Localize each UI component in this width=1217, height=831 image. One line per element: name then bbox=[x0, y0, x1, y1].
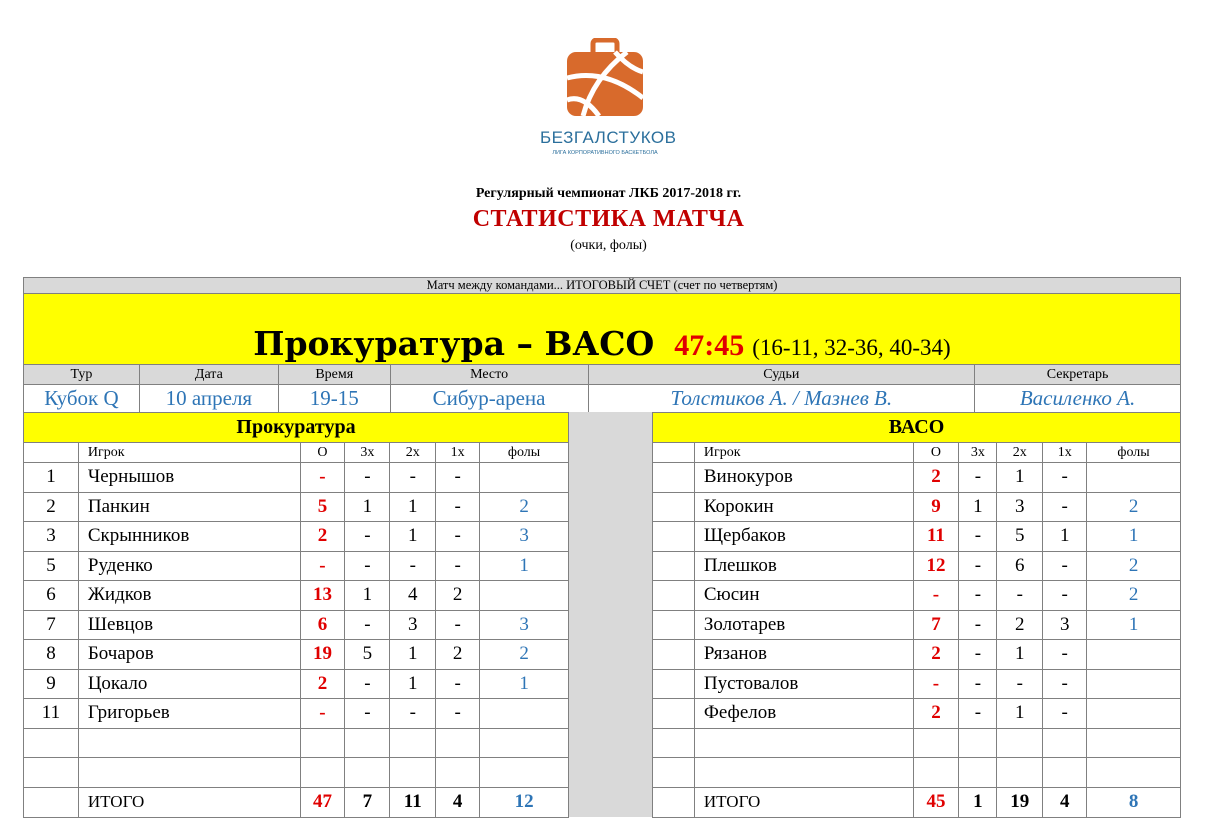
col-fouls: фолы bbox=[1087, 443, 1181, 463]
player-number: 5 bbox=[24, 551, 79, 581]
player-name: Руденко bbox=[78, 551, 300, 581]
player-fouls bbox=[480, 581, 569, 611]
player-row bbox=[24, 728, 569, 758]
player-one: - bbox=[1043, 492, 1087, 522]
logo-tagline: ЛИГА КОРПОРАТИВНОГО БАСКЕТБОЛА bbox=[552, 150, 658, 156]
player-three: - bbox=[345, 610, 390, 640]
player-one bbox=[436, 728, 480, 758]
player-three: 5 bbox=[345, 640, 390, 670]
player-one: - bbox=[436, 463, 480, 493]
col-two: 2х bbox=[390, 443, 436, 463]
total-number bbox=[24, 787, 79, 817]
player-row bbox=[653, 758, 1181, 788]
player-fouls bbox=[1087, 669, 1181, 699]
player-name: Щербаков bbox=[694, 522, 913, 552]
player-row bbox=[653, 522, 1181, 552]
player-row bbox=[653, 581, 1181, 611]
player-fouls: 2 bbox=[1087, 581, 1181, 611]
player-name: Цокало bbox=[78, 669, 300, 699]
player-number: 9 bbox=[24, 669, 79, 699]
player-points: 2 bbox=[913, 640, 959, 670]
player-points: 13 bbox=[300, 581, 345, 611]
player-name: Золотарев bbox=[694, 610, 913, 640]
col-points: О bbox=[913, 443, 959, 463]
player-one: - bbox=[436, 610, 480, 640]
league-logo bbox=[540, 36, 677, 166]
player-fouls: 1 bbox=[480, 551, 569, 581]
player-two: 1 bbox=[390, 669, 436, 699]
player-two: 5 bbox=[997, 522, 1043, 552]
player-points: 7 bbox=[913, 610, 959, 640]
player-points: 9 bbox=[913, 492, 959, 522]
total-one: 4 bbox=[1043, 787, 1087, 817]
total-number bbox=[653, 787, 695, 817]
value-venue: Сибур-арена bbox=[390, 385, 588, 413]
player-two bbox=[390, 728, 436, 758]
player-row bbox=[653, 699, 1181, 729]
total-one: 4 bbox=[436, 787, 480, 817]
player-one: - bbox=[1043, 669, 1087, 699]
player-three: - bbox=[959, 522, 997, 552]
player-two: 4 bbox=[390, 581, 436, 611]
team-right-stats bbox=[652, 412, 1181, 818]
total-points: 47 bbox=[300, 787, 345, 817]
player-one: - bbox=[1043, 640, 1087, 670]
player-three: - bbox=[345, 522, 390, 552]
player-two: 3 bbox=[390, 610, 436, 640]
player-points: 2 bbox=[913, 699, 959, 729]
match-result-banner bbox=[23, 294, 1181, 364]
player-name: Жидков bbox=[78, 581, 300, 611]
col-two: 2х bbox=[997, 443, 1043, 463]
player-name: Фефелов bbox=[694, 699, 913, 729]
match-info-bar: Матч между командами... ИТОГОВЫЙ СЧЕТ (счет по четвертям) bbox=[23, 277, 1181, 294]
player-number: 6 bbox=[24, 581, 79, 611]
player-fouls: 3 bbox=[480, 522, 569, 552]
player-one: - bbox=[1043, 463, 1087, 493]
player-one: 3 bbox=[1043, 610, 1087, 640]
header-time: Время bbox=[278, 365, 390, 385]
player-fouls bbox=[480, 463, 569, 493]
player-points: - bbox=[913, 581, 959, 611]
player-two: 2 bbox=[997, 610, 1043, 640]
player-number: 11 bbox=[24, 699, 79, 729]
player-one bbox=[1043, 728, 1087, 758]
total-two: 11 bbox=[390, 787, 436, 817]
match-headline bbox=[24, 324, 1180, 363]
player-fouls: 2 bbox=[480, 640, 569, 670]
player-fouls bbox=[480, 728, 569, 758]
player-three: - bbox=[959, 581, 997, 611]
player-name: Чернышов bbox=[78, 463, 300, 493]
player-name: Корокин bbox=[694, 492, 913, 522]
player-number bbox=[653, 640, 695, 670]
player-name: Рязанов bbox=[694, 640, 913, 670]
player-two: - bbox=[390, 551, 436, 581]
player-one: 2 bbox=[436, 581, 480, 611]
player-row bbox=[653, 669, 1181, 699]
player-row bbox=[653, 551, 1181, 581]
player-row bbox=[653, 640, 1181, 670]
total-fouls: 8 bbox=[1087, 787, 1181, 817]
player-fouls bbox=[1087, 699, 1181, 729]
player-three: - bbox=[959, 463, 997, 493]
player-two: - bbox=[997, 669, 1043, 699]
player-name: Бочаров bbox=[78, 640, 300, 670]
col-number bbox=[653, 443, 695, 463]
title-note: (очки, фолы) bbox=[570, 238, 647, 253]
player-points: - bbox=[300, 699, 345, 729]
player-three bbox=[959, 728, 997, 758]
championship-title: Регулярный чемпионат ЛКБ 2017-2018 гг. bbox=[475, 186, 742, 201]
player-fouls bbox=[1087, 728, 1181, 758]
total-two: 19 bbox=[997, 787, 1043, 817]
player-one: - bbox=[1043, 581, 1087, 611]
player-one: 2 bbox=[436, 640, 480, 670]
player-three: - bbox=[959, 699, 997, 729]
player-row bbox=[24, 463, 569, 493]
player-three bbox=[345, 758, 390, 788]
player-points: 2 bbox=[300, 522, 345, 552]
page-title: СТАТИСТИКА МАТЧА bbox=[472, 206, 745, 232]
player-fouls: 1 bbox=[1087, 522, 1181, 552]
table-divider bbox=[569, 412, 652, 817]
value-date: 10 апреля bbox=[139, 385, 278, 413]
total-three: 1 bbox=[959, 787, 997, 817]
player-one bbox=[1043, 758, 1087, 788]
player-two: - bbox=[997, 581, 1043, 611]
player-name: Шевцов bbox=[78, 610, 300, 640]
player-number bbox=[653, 699, 695, 729]
total-label: ИТОГО bbox=[694, 787, 913, 817]
player-fouls: 2 bbox=[1087, 551, 1181, 581]
player-name: Скрынников bbox=[78, 522, 300, 552]
player-points bbox=[300, 758, 345, 788]
player-points: 2 bbox=[913, 463, 959, 493]
player-points: - bbox=[300, 463, 345, 493]
value-round: Кубок Q bbox=[24, 385, 140, 413]
player-three bbox=[959, 758, 997, 788]
match-teams: Прокуратура – ВАСО bbox=[253, 324, 655, 363]
player-fouls: 3 bbox=[480, 610, 569, 640]
player-number bbox=[653, 551, 695, 581]
col-player: Игрок bbox=[694, 443, 913, 463]
player-name: Сюсин bbox=[694, 581, 913, 611]
col-fouls: фолы bbox=[480, 443, 569, 463]
player-name: Пустовалов bbox=[694, 669, 913, 699]
header-date: Дата bbox=[139, 365, 278, 385]
player-points: 6 bbox=[300, 610, 345, 640]
header-referees: Судьи bbox=[588, 365, 975, 385]
player-fouls: 2 bbox=[1087, 492, 1181, 522]
player-one: - bbox=[436, 492, 480, 522]
player-three: - bbox=[345, 463, 390, 493]
player-fouls: 2 bbox=[480, 492, 569, 522]
player-two bbox=[997, 728, 1043, 758]
player-row bbox=[24, 669, 569, 699]
team-left-stats bbox=[23, 412, 569, 818]
player-fouls: 1 bbox=[1087, 610, 1181, 640]
player-name: Григорьев bbox=[78, 699, 300, 729]
player-one: - bbox=[436, 522, 480, 552]
player-three: - bbox=[959, 640, 997, 670]
player-name bbox=[694, 758, 913, 788]
player-fouls: 1 bbox=[480, 669, 569, 699]
player-two: 3 bbox=[997, 492, 1043, 522]
player-one: - bbox=[1043, 551, 1087, 581]
player-number bbox=[24, 728, 79, 758]
col-points: О bbox=[300, 443, 345, 463]
total-fouls: 12 bbox=[480, 787, 569, 817]
player-points: - bbox=[300, 551, 345, 581]
player-two: - bbox=[390, 463, 436, 493]
player-points: 11 bbox=[913, 522, 959, 552]
final-score: 47:45 bbox=[674, 329, 745, 362]
header-round: Тур bbox=[24, 365, 140, 385]
player-two: 1 bbox=[997, 640, 1043, 670]
player-one: - bbox=[436, 669, 480, 699]
value-secretary: Василенко А. bbox=[975, 385, 1181, 413]
player-name bbox=[694, 728, 913, 758]
player-row bbox=[653, 728, 1181, 758]
player-one: 1 bbox=[1043, 522, 1087, 552]
player-three: - bbox=[959, 669, 997, 699]
player-two: 1 bbox=[390, 522, 436, 552]
player-points bbox=[913, 758, 959, 788]
player-three bbox=[345, 728, 390, 758]
player-two bbox=[997, 758, 1043, 788]
player-three: 1 bbox=[345, 492, 390, 522]
total-three: 7 bbox=[345, 787, 390, 817]
player-name bbox=[78, 758, 300, 788]
player-three: 1 bbox=[959, 492, 997, 522]
player-number bbox=[653, 492, 695, 522]
player-row bbox=[24, 522, 569, 552]
quarter-scores: (16-11, 32-36, 40-34) bbox=[752, 335, 951, 360]
player-points: 12 bbox=[913, 551, 959, 581]
total-label: ИТОГО bbox=[78, 787, 300, 817]
player-three: - bbox=[345, 699, 390, 729]
col-one: 1х bbox=[436, 443, 480, 463]
match-details-table bbox=[23, 364, 1181, 413]
team-right-name: ВАСО bbox=[653, 413, 1181, 443]
player-two bbox=[390, 758, 436, 788]
player-row bbox=[24, 610, 569, 640]
player-points bbox=[300, 728, 345, 758]
player-number bbox=[653, 728, 695, 758]
col-player: Игрок bbox=[78, 443, 300, 463]
player-fouls bbox=[1087, 758, 1181, 788]
player-number bbox=[653, 522, 695, 552]
player-row bbox=[24, 699, 569, 729]
player-points: 2 bbox=[300, 669, 345, 699]
col-three: 3х bbox=[345, 443, 390, 463]
header-secretary: Секретарь bbox=[975, 365, 1181, 385]
player-three: - bbox=[345, 551, 390, 581]
player-points bbox=[913, 728, 959, 758]
player-row bbox=[24, 640, 569, 670]
player-one: - bbox=[436, 551, 480, 581]
player-number: 7 bbox=[24, 610, 79, 640]
col-three: 3х bbox=[959, 443, 997, 463]
player-points: - bbox=[913, 669, 959, 699]
player-row bbox=[653, 463, 1181, 493]
player-two: 1 bbox=[997, 699, 1043, 729]
player-three: - bbox=[959, 551, 997, 581]
player-name: Плешков bbox=[694, 551, 913, 581]
player-two: 1 bbox=[390, 492, 436, 522]
basketball-bag-icon bbox=[553, 38, 657, 122]
player-number: 1 bbox=[24, 463, 79, 493]
logo-name: БЕЗГАЛСТУКОВ bbox=[540, 128, 677, 147]
player-two: - bbox=[390, 699, 436, 729]
player-number bbox=[653, 758, 695, 788]
player-number bbox=[653, 581, 695, 611]
value-time: 19-15 bbox=[278, 385, 390, 413]
player-two: 1 bbox=[390, 640, 436, 670]
player-one: - bbox=[436, 699, 480, 729]
player-number bbox=[653, 610, 695, 640]
col-number bbox=[24, 443, 79, 463]
player-number: 3 bbox=[24, 522, 79, 552]
player-number: 8 bbox=[24, 640, 79, 670]
player-name: Винокуров bbox=[694, 463, 913, 493]
value-referees: Толстиков А. / Мазнев В. bbox=[588, 385, 975, 413]
player-three: 1 bbox=[345, 581, 390, 611]
player-number bbox=[653, 669, 695, 699]
player-three: - bbox=[959, 610, 997, 640]
player-fouls bbox=[480, 699, 569, 729]
header-venue: Место bbox=[390, 365, 588, 385]
team-left-name: Прокуратура bbox=[24, 413, 569, 443]
player-one: - bbox=[1043, 699, 1087, 729]
player-name bbox=[78, 728, 300, 758]
player-two: 1 bbox=[997, 463, 1043, 493]
player-row bbox=[653, 492, 1181, 522]
total-points: 45 bbox=[913, 787, 959, 817]
player-fouls bbox=[1087, 640, 1181, 670]
player-one bbox=[436, 758, 480, 788]
player-points: 19 bbox=[300, 640, 345, 670]
player-two: 6 bbox=[997, 551, 1043, 581]
player-fouls bbox=[480, 758, 569, 788]
col-one: 1х bbox=[1043, 443, 1087, 463]
player-points: 5 bbox=[300, 492, 345, 522]
player-number bbox=[653, 463, 695, 493]
player-row bbox=[24, 492, 569, 522]
player-row bbox=[24, 758, 569, 788]
player-three: - bbox=[345, 669, 390, 699]
player-name: Панкин bbox=[78, 492, 300, 522]
player-number: 2 bbox=[24, 492, 79, 522]
player-row bbox=[653, 610, 1181, 640]
player-row bbox=[24, 551, 569, 581]
player-number bbox=[24, 758, 79, 788]
player-row bbox=[24, 581, 569, 611]
player-fouls bbox=[1087, 463, 1181, 493]
